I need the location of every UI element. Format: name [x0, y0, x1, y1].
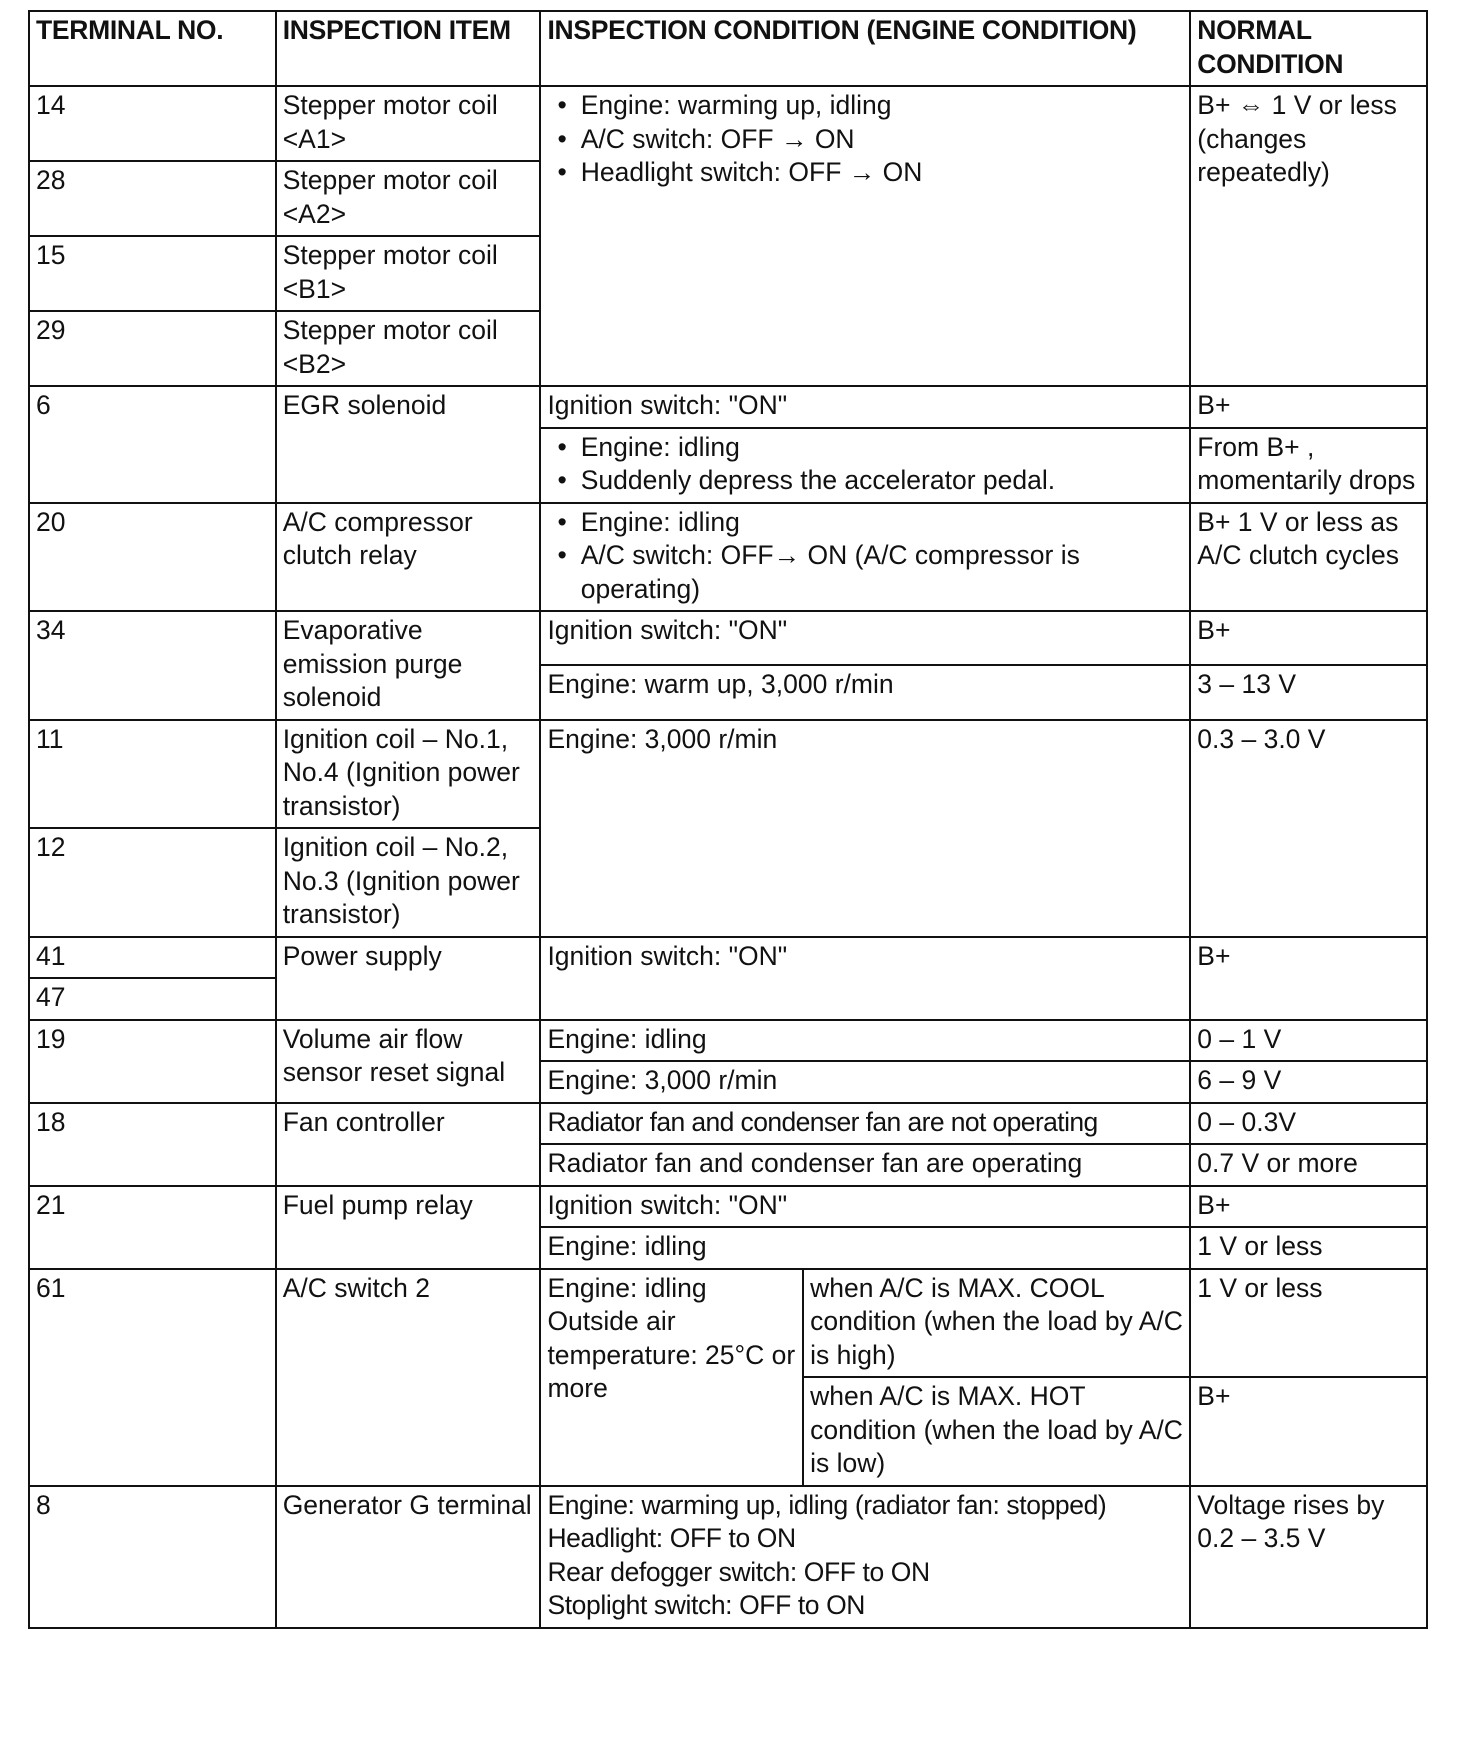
- condition-cell: Engine: warm up, 3,000 r/min: [540, 665, 1190, 719]
- terminal-cell: 34: [29, 611, 276, 720]
- table-row: [29, 1269, 1427, 1378]
- table-row: [29, 86, 1427, 161]
- terminal-cell: 8: [29, 1486, 276, 1628]
- normal-cell: 1 V or less: [1190, 1227, 1427, 1269]
- condition-bullet: • Engine: idling: [547, 431, 1183, 465]
- condition-bullet: • Headlight switch: OFF → ON: [547, 156, 1183, 190]
- condition-line: Headlight: OFF to ON: [547, 1523, 796, 1553]
- normal-cell: 1 V or less: [1190, 1269, 1427, 1378]
- item-cell: Stepper motor coil <A1>: [276, 86, 541, 161]
- terminal-cell: 41: [29, 937, 276, 979]
- item-cell: EGR solenoid: [276, 386, 541, 503]
- terminal-cell: 14: [29, 86, 276, 161]
- header-row: [29, 11, 1427, 86]
- item-cell: Ignition coil – No.1, No.4 (Ignition power transistor): [276, 720, 541, 829]
- normal-cell: 0 – 1 V: [1190, 1020, 1427, 1062]
- terminal-cell: 47: [29, 978, 276, 1020]
- terminal-cell: 15: [29, 236, 276, 311]
- table-row: [29, 720, 1427, 829]
- item-cell: Fan controller: [276, 1103, 541, 1186]
- item-cell: Generator G terminal: [276, 1486, 541, 1628]
- header-item: INSPECTION ITEM: [276, 11, 541, 86]
- condition-cell: Ignition switch: "ON": [540, 386, 1190, 428]
- item-cell: A/C switch 2: [276, 1269, 541, 1486]
- condition-cell: Radiator fan and condenser fan are operating: [540, 1144, 1190, 1186]
- condition-bullet: • Engine: idling: [547, 506, 1183, 540]
- normal-cell: 0.3 – 3.0 V: [1190, 720, 1427, 937]
- condition-cell: Engine: 3,000 r/min: [540, 1061, 1190, 1103]
- header-terminal: TERMINAL NO.: [29, 11, 276, 86]
- condition-cell: Radiator fan and condenser fan are not operating: [540, 1103, 1190, 1145]
- item-cell: Stepper motor coil <A2>: [276, 161, 541, 236]
- condition-cell: [540, 428, 1190, 503]
- normal-cell: 0.7 V or more: [1190, 1144, 1427, 1186]
- normal-cell: 0 – 0.3V: [1190, 1103, 1427, 1145]
- table-row: [29, 611, 1427, 665]
- terminal-cell: 11: [29, 720, 276, 829]
- condition-cell: Ignition switch: "ON": [540, 1186, 1190, 1228]
- table-row: [29, 1103, 1427, 1145]
- normal-cell: B+ ⇔ 1 V or less (changes repeatedly): [1190, 86, 1427, 386]
- condition-cell: [540, 1486, 1190, 1628]
- condition-bullet: • A/C switch: OFF→ ON (A/C compressor is operating): [547, 539, 1183, 606]
- terminal-cell: 61: [29, 1269, 276, 1486]
- header-condition: INSPECTION CONDITION (ENGINE CONDITION): [540, 11, 1190, 86]
- condition-line: Rear defogger switch: OFF to ON: [547, 1556, 930, 1587]
- condition-line: Engine: warming up, idling (radiator fan: stopped): [547, 1489, 1107, 1520]
- condition-cell: Ignition switch: "ON": [540, 937, 1190, 1020]
- terminal-cell: 19: [29, 1020, 276, 1103]
- condition-cell: [540, 86, 1190, 386]
- normal-cell: B+: [1190, 1377, 1427, 1486]
- normal-cell: From B+ , momentarily drops: [1190, 428, 1427, 503]
- condition-bullet: • Engine: warming up, idling: [547, 89, 1183, 123]
- condition-cell: Engine: 3,000 r/min: [540, 720, 1190, 937]
- normal-cell: B+: [1190, 937, 1427, 1020]
- normal-cell: B+: [1190, 1186, 1427, 1228]
- condition-cell: Engine: idling Outside air temperature: 25°C or more: [540, 1269, 803, 1486]
- item-cell: Fuel pump relay: [276, 1186, 541, 1269]
- normal-cell: 6 – 9 V: [1190, 1061, 1427, 1103]
- condition-cell: [540, 503, 1190, 612]
- terminal-cell: 12: [29, 828, 276, 937]
- item-cell: Stepper motor coil <B1>: [276, 236, 541, 311]
- normal-cell: B+: [1190, 611, 1427, 665]
- table-row: [29, 503, 1427, 612]
- normal-cell: Voltage rises by 0.2 – 3.5 V: [1190, 1486, 1427, 1628]
- table-row: [29, 1486, 1427, 1628]
- condition-bullet: • A/C switch: OFF → ON: [547, 123, 1183, 157]
- normal-cell: 3 – 13 V: [1190, 665, 1427, 719]
- normal-cell: B+ 1 V or less as A/C clutch cycles: [1190, 503, 1427, 612]
- inspection-table: [28, 10, 1428, 1629]
- item-cell: Volume air flow sensor reset signal: [276, 1020, 541, 1103]
- terminal-cell: 6: [29, 386, 276, 503]
- terminal-cell: 18: [29, 1103, 276, 1186]
- terminal-cell: 21: [29, 1186, 276, 1269]
- subcondition-cell: when A/C is MAX. HOT condition (when the load by A/C is low): [803, 1377, 1190, 1486]
- terminal-cell: 20: [29, 503, 276, 612]
- terminal-cell: 28: [29, 161, 276, 236]
- item-cell: A/C compressor clutch relay: [276, 503, 541, 612]
- normal-cell: B+: [1190, 386, 1427, 428]
- header-normal: NORMAL CONDITION: [1190, 11, 1427, 86]
- item-cell: Evaporative emission purge solenoid: [276, 611, 541, 720]
- table-row: [29, 937, 1427, 979]
- table-row: [29, 386, 1427, 428]
- condition-cell: Engine: idling: [540, 1227, 1190, 1269]
- item-cell: Ignition coil – No.2, No.3 (Ignition power transistor): [276, 828, 541, 937]
- table-row: [29, 1186, 1427, 1228]
- condition-cell: Ignition switch: "ON": [540, 611, 1190, 665]
- item-cell: Power supply: [276, 937, 541, 1020]
- item-cell: Stepper motor coil <B2>: [276, 311, 541, 386]
- table-row: [29, 1020, 1427, 1062]
- condition-cell: Engine: idling: [540, 1020, 1190, 1062]
- terminal-cell: 29: [29, 311, 276, 386]
- condition-line: Stoplight switch: OFF to ON: [547, 1590, 866, 1620]
- condition-bullet: • Suddenly depress the accelerator pedal.: [547, 464, 1183, 498]
- subcondition-cell: when A/C is MAX. COOL condition (when the load by A/C is high): [803, 1269, 1190, 1378]
